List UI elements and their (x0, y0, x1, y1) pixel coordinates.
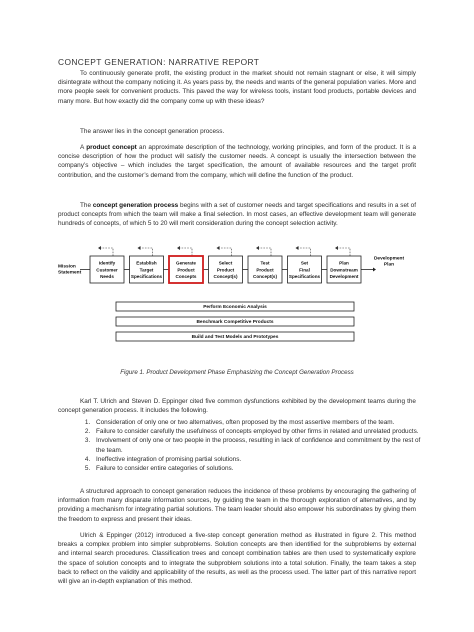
paragraph-intro-text: To continuously generate profit, the existing product in the market should not remain stagnant or else, it will simply disintegrate without the company noticing it. As years pass by, the needs and wants of the general population varies. More and more people seek for convenient products. This paved the way for wireless tools, instant food products, portable devices and many more. But how exactly did the company come up with these ideas? (58, 70, 416, 105)
process-step-label: Final (299, 267, 310, 273)
process-step-label: Specifications (130, 274, 163, 280)
process-step-label: Product (216, 267, 235, 273)
term-product-concept: product concept (86, 144, 137, 151)
paragraph-answer (58, 127, 416, 136)
feedback-arrowhead (256, 246, 259, 250)
development-plan-label: Plan (383, 262, 395, 268)
feedback-arrow (220, 248, 232, 256)
process-steps (90, 256, 361, 283)
process-step-label: Concepts (175, 274, 197, 280)
term-concept-generation-process: concept generation process (92, 202, 179, 209)
feedback-arrow (180, 248, 192, 256)
flow-arrowhead (373, 268, 376, 272)
process-step-label: Product (177, 267, 195, 273)
process-step-label: Concept(s) (253, 274, 277, 280)
process-step-label: Specifications (288, 274, 321, 280)
product-development-diagram (54, 240, 420, 362)
feedback-arrowhead (177, 246, 180, 250)
paragraph-five-step-method (58, 531, 416, 586)
process-step-label: Development (329, 274, 359, 280)
process-step-label: Set (300, 260, 309, 266)
paragraph-intro (58, 69, 416, 106)
support-activity-bars (116, 302, 354, 341)
feedback-arrowhead (98, 246, 101, 250)
process-step-label: Generate (176, 260, 196, 266)
paragraph-dysfunctions-text: Karl T. Ulrich and Steven D. Eppinger cited five common dysfunctions exhibited by the development teams during the concept generation process. It includes the following. (58, 398, 416, 415)
feedback-arrow (259, 248, 271, 256)
feedback-arrowhead (138, 246, 141, 250)
report-title: CONCEPT GENERATION: NARRATIVE REPORT (58, 57, 260, 67)
process-step-label: Identify (98, 260, 116, 266)
process-step-label: Test (260, 260, 270, 266)
list-item: 5. Failure to consider entire categories of solutions. (92, 464, 430, 473)
support-activity-label: Benchmark Competitive Products (196, 320, 274, 326)
paragraph-dysfunctions (58, 397, 416, 415)
development-plan-label: Development (373, 256, 405, 262)
list-item: 3. Involvement of only one or two people in the process, resulting in lack of confidence and commitment by the rest of the team. (92, 436, 430, 454)
list-item: 2. Failure to consider carefully the usefulness of concepts employed by other firms in related and unrelated products. (92, 427, 430, 436)
paragraph-answer-text: The answer lies in the concept generation process. (80, 128, 225, 135)
feedback-arrowhead (217, 246, 220, 250)
paragraph-concept-generation-text: begins with a set of customer needs and target specifications and results in a set of product concepts from which the team will make a final selection. In most cases, an effective development team will generate hundreds of concepts, of which 5 to 20 will merit consideration during the concept selection activity. (58, 202, 416, 228)
feedback-arrow (299, 248, 311, 256)
feedback-arrowhead (335, 246, 338, 250)
paragraph-structured-approach (58, 487, 416, 524)
dysfunction-list (78, 418, 430, 473)
process-step-label: Select (218, 260, 233, 266)
process-step-label: Product (256, 267, 274, 273)
feedback-arrowhead (296, 246, 299, 250)
process-step-label: Establish (136, 260, 157, 266)
process-step-label: Downstream (330, 267, 358, 273)
figure-caption: Figure 1. Product Development Phase Emphasizing the Concept Generation Process (120, 369, 354, 376)
feedback-arrow (141, 248, 153, 256)
mission-statement-label: Statement (58, 270, 82, 276)
support-activity-label: Perform Economic Analysis (203, 305, 267, 311)
process-step-label: Plan (339, 260, 349, 266)
process-step-label: Needs (100, 274, 114, 280)
paragraph-five-step-method-text: Ulrich & Eppinger (2012) introduced a five-step concept generation method as illustrated in figure 2. This method breaks a complex problem into simpler subproblems. Solution concepts are then identified for the subproblems by external and internal search procedures. Classification trees and concept combination tables are then used to systematically explore the space of solution concepts and to integrate the subproblem solutions into a total solution. Finally, the team takes a step back to reflect on the validity and applicability of the results, as well as the process used. The latter part of this narrative report will give an in-depth explanation of this method. (58, 532, 416, 586)
paragraph-product-concept-text: an approximate description of the technology, working principles, and form of the product. It is a concise description of how the product will satisfy the customer needs. A concept is usually the intersection between the company’s objective – which includes the target specification, the amount of available resources and the target profit contribution, and the customer’s demand from the company, which will define the function of the product. (58, 144, 416, 179)
process-step-label: Customer (96, 267, 118, 273)
paragraph-structured-approach-text: A structured approach to concept generation reduces the incidence of these problems by encouraging the gathering of information from many disparate information sources, by guiding the team in the thorough exploration of alternatives, and by providing a mechanism for integrating partial solutions. The team leader should also empower his subordinates by giving them the freedom to express and present their ideas. (58, 488, 416, 523)
paragraph-product-concept (58, 143, 416, 180)
list-item: 4. Ineffective integration of promising partial solutions. (92, 455, 430, 464)
list-item: 1. Consideration of only one or two alternatives, often proposed by the most assertive members of the team. (92, 418, 430, 427)
process-step-label: Concept(s) (213, 274, 238, 280)
paragraph-product-concept-lead: A (80, 144, 87, 151)
support-activity-label: Build and Test Models and Prototypes (191, 335, 279, 341)
mission-statement-label: Mission (58, 264, 76, 270)
feedback-arrow (338, 248, 350, 256)
process-step-label: Target (139, 267, 154, 273)
feedback-arrow (101, 248, 113, 256)
paragraph-concept-generation (58, 201, 416, 229)
paragraph-concept-generation-lead: The (80, 202, 93, 209)
